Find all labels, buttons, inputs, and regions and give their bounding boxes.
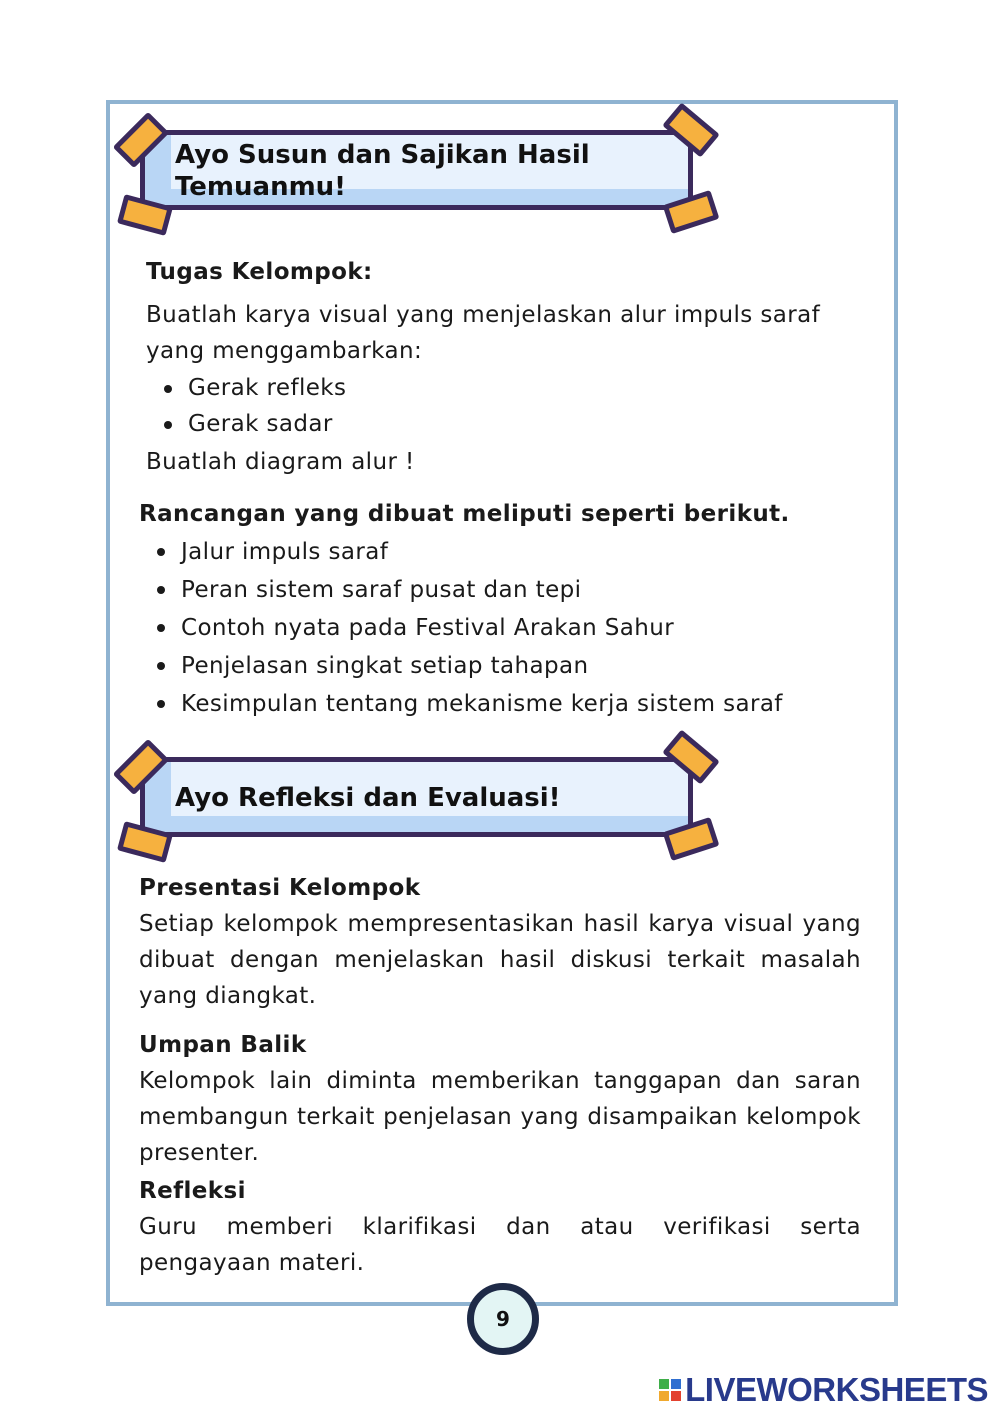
task-list: [146, 370, 846, 442]
presentation-heading: Presentasi Kelompok: [139, 875, 421, 901]
reflection-heading: Refleksi: [139, 1178, 246, 1204]
list-item: Jalur impuls saraf: [139, 533, 879, 571]
reflection-text: Guru memberi klarifikasi dan atau verifikasi serta pengayaan materi.: [139, 1214, 861, 1276]
task-closing: Buatlah diagram alur !: [146, 449, 415, 475]
list-item: Penjelasan singkat setiap tahapan: [139, 647, 879, 685]
feedback-text: Kelompok lain diminta memberikan tanggapan dan saran membangun terkait penjelasan yang disampaikan kelompok presenter.: [139, 1068, 861, 1166]
list-item: Kesimpulan tentang mekanisme kerja sistem saraf: [139, 685, 879, 723]
design-heading: Rancangan yang dibuat meliputi seperti berikut.: [139, 501, 790, 527]
list-item: Contoh nyata pada Festival Arakan Sahur: [139, 609, 879, 647]
list-item: Peran sistem saraf pusat dan tepi: [139, 571, 879, 609]
design-list: [139, 533, 879, 723]
feedback-heading: Umpan Balik: [139, 1032, 307, 1058]
brand-name: LIVEWORKSHEETS: [685, 1371, 988, 1408]
presentation-text: Setiap kelompok mempresentasikan hasil karya visual yang dibuat dengan menjelaskan hasil diskusi terkait masalah yang diangkat.: [139, 911, 861, 1009]
list-item: Gerak sadar: [146, 406, 846, 442]
section2-title: Ayo Refleksi dan Evaluasi!: [175, 783, 561, 813]
section1-banner: [140, 130, 693, 210]
list-item: Gerak refleks: [146, 370, 846, 406]
liveworksheets-logo: [659, 1370, 988, 1410]
task-text: Buatlah karya visual yang menjelaskan alur impuls saraf yang menggambarkan:: [146, 302, 821, 364]
section1-title: Ayo Susun dan Sajikan Hasil Temuanmu!: [175, 140, 590, 202]
task-heading: Tugas Kelompok:: [146, 259, 373, 285]
section2-banner: [140, 757, 693, 837]
page-number: 9: [467, 1283, 539, 1355]
brand-grid-icon: [659, 1379, 681, 1401]
